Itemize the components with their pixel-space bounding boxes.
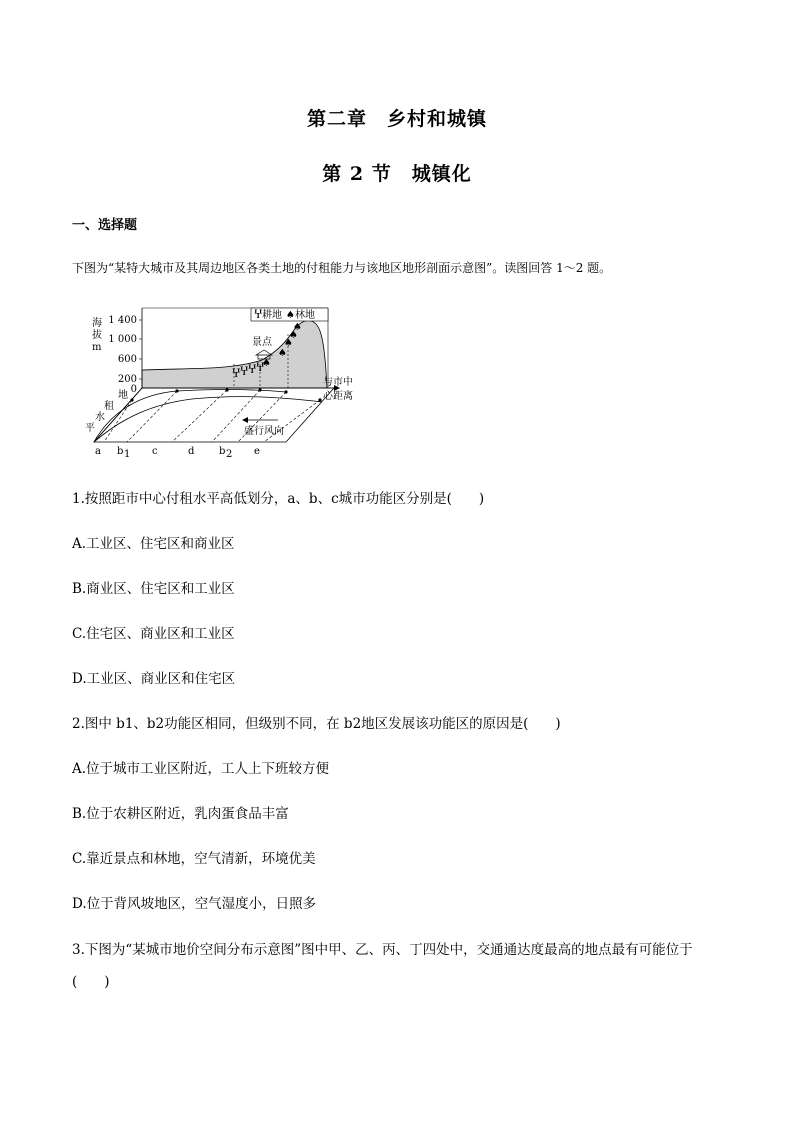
- rent-label: 地: [118, 390, 128, 401]
- legend-farmland-icon: Ⴤ: [254, 310, 263, 321]
- y-tick: 1 400: [108, 315, 137, 326]
- y-axis-label: m: [92, 342, 102, 353]
- question-1-option-b: B.商业区、住宅区和工业区: [72, 581, 235, 597]
- x-label-b1: b: [117, 446, 124, 457]
- distance-label: 与市中: [323, 377, 353, 388]
- intro-text: 下图为“某特大城市及其周边地区各类土地的付租能力与该地区地形剖面示意图”。读图回答 1～2 题。: [72, 261, 612, 275]
- farmland-symbol: Ⴤ: [232, 369, 241, 380]
- question-2-option-b: B.位于农耕区附近，乳肉蛋食品丰富: [72, 806, 289, 822]
- forest-symbol: ♠: [262, 358, 271, 369]
- question-2-option-c: C.靠近景点和林地，空气清新，环境优美: [72, 851, 316, 867]
- x-label-b2: b: [219, 446, 226, 457]
- forest-symbol: ♠: [284, 338, 293, 349]
- rent-label: 水: [95, 412, 105, 423]
- forest-symbol: ♠: [278, 348, 287, 359]
- question-1-option-a: A.工业区、住宅区和商业区: [72, 536, 235, 552]
- distance-label: 心距离: [323, 391, 353, 402]
- question-2-option-d: D.位于背风坡地区，空气湿度小，日照多: [72, 896, 317, 912]
- forest-symbol: ♠: [289, 330, 298, 341]
- section-heading: 一、选择题: [72, 218, 138, 233]
- question-2-stem: 2.图中 b1、b2功能区相同，但级别不同，在 b2地区发展该功能区的原因是( ): [72, 716, 561, 732]
- question-2-option-a: A.位于城市工业区附近，工人上下班较方便: [72, 761, 330, 777]
- x-label-e: e: [254, 446, 260, 457]
- x-label-c: c: [152, 446, 158, 457]
- farmland-symbol: Ⴤ: [256, 363, 265, 374]
- farmland-symbol: Ⴤ: [248, 365, 257, 376]
- question-3-stem-cont: ( ): [72, 974, 110, 990]
- forest-symbol: ♠: [293, 322, 302, 333]
- question-3-stem: 3.下图为“某城市地价空间分布示意图”图中甲、乙、丙、丁四处中，交通通达度最高的地点最有可能位于: [72, 942, 693, 958]
- rent-label: 平: [85, 423, 95, 434]
- section-title: 第 2 节 城镇化: [322, 163, 472, 185]
- y-tick: 200: [117, 374, 137, 385]
- y-axis-label: 拔: [92, 330, 102, 341]
- x-label-a: a: [95, 446, 101, 457]
- farmland-symbol: Ⴤ: [240, 367, 249, 378]
- x-label-b1-sub: 1: [124, 449, 131, 460]
- y-tick: 0: [130, 384, 137, 395]
- legend-forest-icon: ♠: [286, 310, 295, 321]
- question-1-stem: 1.按照距市中心付租水平高低划分，a、b、c城市功能区分别是( ): [72, 491, 485, 507]
- rent-terrain-figure: [82, 300, 353, 460]
- question-1-option-d: D.工业区、商业区和住宅区: [72, 671, 236, 687]
- wind-label: 盛行风向: [244, 426, 284, 437]
- rent-label: 租: [104, 401, 114, 412]
- x-label-b2-sub: 2: [226, 449, 233, 460]
- x-label-d: d: [188, 446, 195, 457]
- y-axis-label: 海: [92, 318, 102, 329]
- legend-farmland: 耕地: [262, 310, 282, 321]
- question-1-option-c: C.住宅区、商业区和工业区: [72, 626, 235, 642]
- chapter-title: 第二章 乡村和城镇: [306, 108, 487, 130]
- scenic-label: 景点: [252, 337, 272, 348]
- y-tick: 1 000: [108, 334, 137, 345]
- y-tick: 600: [117, 354, 137, 365]
- legend-forest: 林地: [295, 310, 315, 321]
